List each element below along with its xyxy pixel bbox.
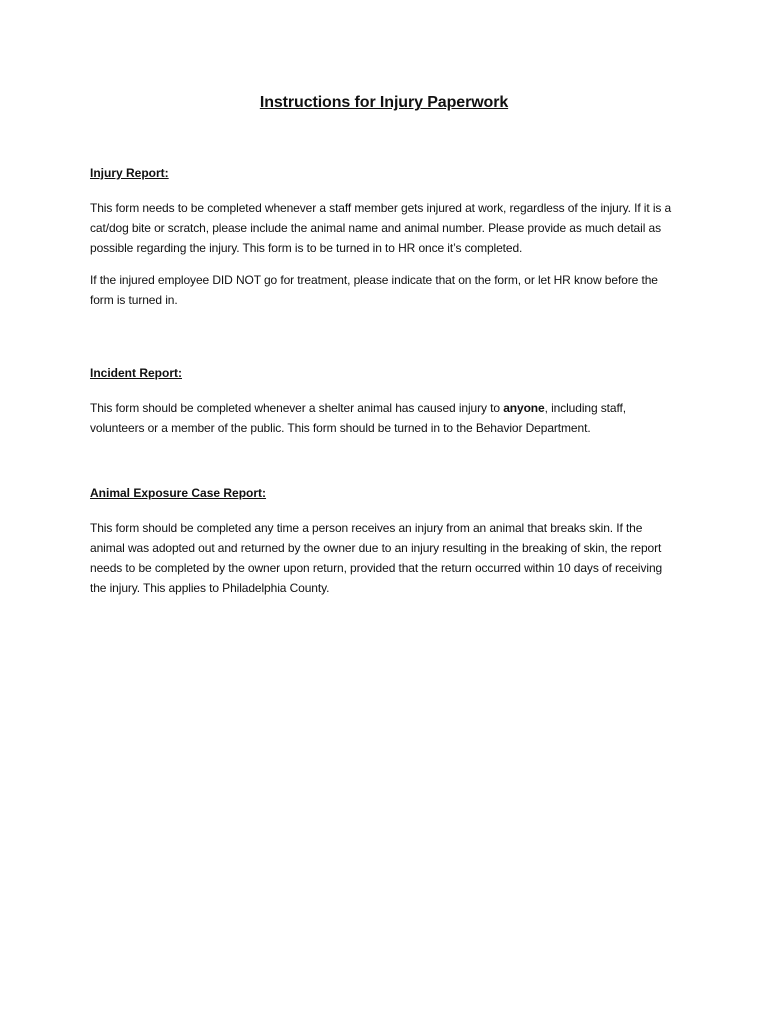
injury-report-paragraph-2: If the injured employee DID NOT go for treatment, please indicate that on the form, or let HR know before the form is turned in. (90, 273, 658, 307)
animal-exposure-heading: Animal Exposure Case Report: (90, 486, 267, 500)
incident-report-text-before: This form should be completed whenever a shelter animal has caused injury to (90, 401, 504, 415)
document-title: Instructions for Injury Paperwork (259, 94, 509, 111)
section-spacer (90, 322, 680, 364)
section-incident-report (90, 364, 680, 438)
incident-report-emphasis: anyone (503, 401, 545, 415)
document-body (90, 164, 680, 610)
incident-report-paragraph (90, 398, 680, 438)
incident-report-text-after: , including staff, volunteers or a member of the public. This form should be turned in to the Behavior Department. (90, 401, 626, 435)
section-animal-exposure-report (90, 484, 680, 598)
animal-exposure-paragraph: This form should be completed any time a person receives an injury from an animal that breaks skin. If the animal was adopted out and returned by the owner due to an injury resulting in the breaking of skin, the report needs to be completed by the owner upon return, provided that the return occurred within 10 days of receiving the injury. This applies to Philadelphia County. (90, 521, 663, 595)
injury-report-heading: Injury Report: (90, 166, 169, 180)
incident-report-heading: Incident Report: (90, 366, 182, 380)
injury-report-paragraph-1: This form needs to be completed whenever a staff member gets injured at work, regardless of the injury. If it is a cat/dog bite or scratch, please include the animal name and animal number. Please provide as much detail as possible regarding the injury. This form is to be turned in to HR once it’s completed. (90, 201, 672, 255)
section-injury-report (90, 164, 680, 310)
section-spacer (90, 450, 680, 484)
